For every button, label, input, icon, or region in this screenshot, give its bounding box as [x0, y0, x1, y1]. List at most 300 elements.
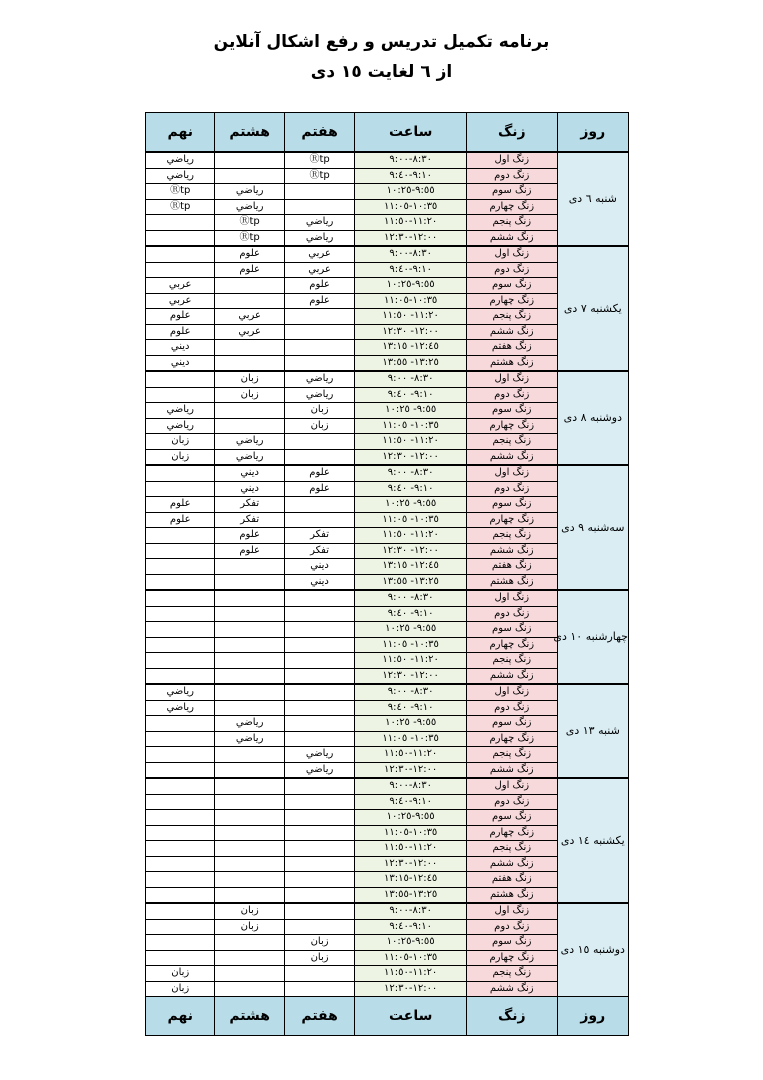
grade9-cell	[146, 825, 215, 841]
time-cell: ٨:٣٠-٩:٠٠	[355, 246, 467, 262]
header-grade9: نهم	[146, 113, 215, 153]
grade9-cell	[146, 606, 215, 622]
page-title: برنامه تکمیل تدریس و رفع اشکال آنلاین	[213, 32, 550, 52]
table-row	[146, 371, 629, 387]
table-row	[146, 528, 629, 544]
grade9-cell	[146, 856, 215, 872]
grade9-cell	[146, 762, 215, 778]
grade7-cell	[284, 887, 354, 903]
grade7-cell	[284, 324, 354, 340]
time-cell: ٩:١٠- ٩:٤٠	[355, 606, 467, 622]
time-cell: ١٣:٢٥- ١٣:٥٥	[355, 355, 467, 371]
schedule-table	[145, 112, 629, 1036]
table-row	[146, 747, 629, 763]
grade9-cell	[146, 935, 215, 951]
grade7-cell	[284, 841, 354, 857]
grade7-cell	[284, 981, 354, 997]
bell-cell: زنگ هفتم	[467, 872, 558, 888]
grade9-cell: رياضي	[146, 700, 215, 716]
bell-cell: زنگ چهارم	[467, 950, 558, 966]
grade8-cell: علوم	[215, 262, 284, 278]
footer-grade9: نهم	[146, 997, 215, 1036]
grade8-cell: رياضي	[215, 449, 284, 465]
bell-cell: زنگ سوم	[467, 935, 558, 951]
time-cell: ٨:٣٠-٩:٠٠	[355, 903, 467, 919]
grade8-cell: ديني	[215, 465, 284, 481]
time-cell: ٩:١٠- ٩:٤٠	[355, 700, 467, 716]
bell-cell: زنگ دوم	[467, 481, 558, 497]
footer-grade7: هفتم	[284, 997, 354, 1036]
time-cell: ٩:١٠- ٩:٤٠	[355, 481, 467, 497]
time-cell: ١٢:٤٥- ١٣:١٥	[355, 340, 467, 356]
bell-cell: زنگ چهارم	[467, 199, 558, 215]
grade7-cell: ديني	[284, 574, 354, 590]
bell-cell: زنگ ششم	[467, 543, 558, 559]
grade9-cell	[146, 794, 215, 810]
table-row	[146, 403, 629, 419]
table-row	[146, 481, 629, 497]
bell-cell: زنگ هشتم	[467, 574, 558, 590]
grade8-cell: عربي	[215, 309, 284, 325]
table-row	[146, 465, 629, 481]
grade7-cell	[284, 778, 354, 794]
grade7-cell: زبان	[284, 418, 354, 434]
table-row	[146, 825, 629, 841]
time-cell: ١١:٢٠- ١١:٥٠	[355, 528, 467, 544]
bell-cell: زنگ چهارم	[467, 293, 558, 309]
table-row	[146, 387, 629, 403]
grade7-cell: تفكر	[284, 528, 354, 544]
table-row	[146, 668, 629, 684]
table-row	[146, 215, 629, 231]
table-row	[146, 887, 629, 903]
grade8-cell: عربي	[215, 324, 284, 340]
grade9-cell	[146, 731, 215, 747]
grade7-cell	[284, 355, 354, 371]
bell-cell: زنگ چهارم	[467, 418, 558, 434]
grade9-cell: زبان	[146, 434, 215, 450]
grade8-cell	[215, 278, 284, 294]
grade8-cell: تفكر	[215, 497, 284, 513]
header-grade8: هشتم	[215, 113, 284, 153]
grade9-cell	[146, 246, 215, 262]
bell-cell: زنگ اول	[467, 465, 558, 481]
grade9-cell: عربي	[146, 293, 215, 309]
footer-grade8: هشتم	[215, 997, 284, 1036]
grade8-cell	[215, 168, 284, 184]
bell-cell: زنگ چهارم	[467, 637, 558, 653]
grade9-cell: Ⓡtp	[146, 184, 215, 200]
grade7-cell: ديني	[284, 559, 354, 575]
grade7-cell	[284, 340, 354, 356]
time-cell: ٩:٥٥- ١٠:٢٥	[355, 622, 467, 638]
grade9-cell: رياضي	[146, 684, 215, 700]
grade8-cell	[215, 778, 284, 794]
grade9-cell	[146, 230, 215, 246]
grade7-cell: زبان	[284, 935, 354, 951]
time-cell: ١٠:٣٥-١١:٠٥	[355, 950, 467, 966]
table-row	[146, 762, 629, 778]
bell-cell: زنگ سوم	[467, 184, 558, 200]
table-row	[146, 841, 629, 857]
time-cell: ١٢:٠٠- ١٢:٣٠	[355, 543, 467, 559]
grade9-cell: رياضي	[146, 418, 215, 434]
grade9-cell: زبان	[146, 449, 215, 465]
table-row	[146, 230, 629, 246]
table-row	[146, 559, 629, 575]
time-cell: ١٢:٠٠-١٢:٣٠	[355, 762, 467, 778]
bell-cell: زنگ هشتم	[467, 887, 558, 903]
grade7-cell	[284, 716, 354, 732]
table-row	[146, 168, 629, 184]
grade8-cell: Ⓡtp	[215, 230, 284, 246]
grade7-cell	[284, 966, 354, 982]
grade8-cell	[215, 887, 284, 903]
table-row	[146, 966, 629, 982]
bell-cell: زنگ پنجم	[467, 841, 558, 857]
table-row	[146, 810, 629, 826]
grade7-cell: رياضي	[284, 215, 354, 231]
time-cell: ١٢:٠٠- ١٢:٣٠	[355, 324, 467, 340]
time-cell: ٩:٥٥- ١٠:٢٥	[355, 403, 467, 419]
bell-cell: زنگ پنجم	[467, 653, 558, 669]
time-cell: ١٢:٠٠-١٢:٣٠	[355, 856, 467, 872]
grade7-cell	[284, 637, 354, 653]
grade8-cell: رياضي	[215, 434, 284, 450]
bell-cell: زنگ ششم	[467, 449, 558, 465]
grade9-cell: عربي	[146, 278, 215, 294]
day-cell: يكشنبه ٧ دی	[557, 246, 628, 371]
table-row	[146, 856, 629, 872]
grade9-cell	[146, 387, 215, 403]
grade7-cell: رياضي	[284, 387, 354, 403]
table-row	[146, 309, 629, 325]
time-cell: ٩:١٠-٩:٤٠	[355, 262, 467, 278]
time-cell: ١١:٢٠- ١١:٥٠	[355, 653, 467, 669]
grade9-cell: رياضي	[146, 168, 215, 184]
grade8-cell: تفكر	[215, 512, 284, 528]
grade9-cell	[146, 668, 215, 684]
grade7-cell: عربي	[284, 246, 354, 262]
grade7-cell	[284, 919, 354, 935]
table-row	[146, 543, 629, 559]
grade7-cell: رياضي	[284, 371, 354, 387]
grade8-cell	[215, 794, 284, 810]
bell-cell: زنگ پنجم	[467, 747, 558, 763]
time-cell: ١١:٢٠-١١:٥٠	[355, 841, 467, 857]
grade8-cell	[215, 950, 284, 966]
time-cell: ١٢:٠٠-١٢:٣٠	[355, 230, 467, 246]
grade7-cell	[284, 810, 354, 826]
table-row	[146, 700, 629, 716]
bell-cell: زنگ سوم	[467, 497, 558, 513]
table-row	[146, 590, 629, 606]
day-cell: دوشنبه ٨ دی	[557, 371, 628, 465]
grade8-cell	[215, 637, 284, 653]
grade8-cell	[215, 810, 284, 826]
grade7-cell	[284, 449, 354, 465]
grade9-cell: علوم	[146, 497, 215, 513]
bell-cell: زنگ چهارم	[467, 731, 558, 747]
grade8-cell	[215, 152, 284, 168]
table-row	[146, 731, 629, 747]
grade9-cell	[146, 716, 215, 732]
grade9-cell	[146, 950, 215, 966]
table-row	[146, 716, 629, 732]
grade7-cell	[284, 856, 354, 872]
table-row	[146, 293, 629, 309]
grade9-cell: علوم	[146, 324, 215, 340]
table-row	[146, 778, 629, 794]
grade9-cell	[146, 903, 215, 919]
grade9-cell	[146, 919, 215, 935]
grade8-cell	[215, 747, 284, 763]
grade9-cell	[146, 481, 215, 497]
grade7-cell	[284, 731, 354, 747]
grade7-cell	[284, 606, 354, 622]
table-row	[146, 199, 629, 215]
grade8-cell	[215, 981, 284, 997]
grade7-cell: زبان	[284, 950, 354, 966]
time-cell: ٨:٣٠-٩:٠٠	[355, 152, 467, 168]
table-row	[146, 794, 629, 810]
time-cell: ٩:١٠- ٩:٤٠	[355, 387, 467, 403]
grade8-cell: زبان	[215, 919, 284, 935]
table-row	[146, 262, 629, 278]
table-row	[146, 418, 629, 434]
bell-cell: زنگ دوم	[467, 700, 558, 716]
bell-cell: زنگ اول	[467, 684, 558, 700]
grade9-cell	[146, 215, 215, 231]
grade9-cell: ديني	[146, 355, 215, 371]
page-subtitle: از ٦ لغایت ١٥ دی	[310, 62, 453, 82]
grade8-cell	[215, 355, 284, 371]
table-row	[146, 246, 629, 262]
grade7-cell: عربي	[284, 262, 354, 278]
grade7-cell	[284, 199, 354, 215]
grade9-cell	[146, 543, 215, 559]
table-row	[146, 684, 629, 700]
time-cell: ١٢:٤٥-١٣:١٥	[355, 872, 467, 888]
time-cell: ١٢:٠٠- ١٢:٣٠	[355, 449, 467, 465]
grade8-cell	[215, 590, 284, 606]
time-cell: ٨:٣٠- ٩:٠٠	[355, 684, 467, 700]
time-cell: ٩:١٠-٩:٤٠	[355, 919, 467, 935]
bell-cell: زنگ پنجم	[467, 434, 558, 450]
grade7-cell	[284, 700, 354, 716]
table-row	[146, 606, 629, 622]
grade7-cell: علوم	[284, 278, 354, 294]
grade8-cell	[215, 653, 284, 669]
table-row	[146, 903, 629, 919]
grade7-cell: Ⓡtp	[284, 168, 354, 184]
header-grade7: هفتم	[284, 113, 354, 153]
table-row	[146, 872, 629, 888]
time-cell: ١١:٢٠- ١١:٥٠	[355, 309, 467, 325]
time-cell: ١٢:٠٠- ١٢:٣٠	[355, 668, 467, 684]
grade8-cell	[215, 668, 284, 684]
table-row	[146, 355, 629, 371]
day-cell: دوشنبه ١٥ دی	[557, 903, 628, 997]
grade8-cell	[215, 684, 284, 700]
grade7-cell: رياضي	[284, 762, 354, 778]
header-time: ساعت	[355, 113, 467, 153]
grade8-cell	[215, 418, 284, 434]
table-row	[146, 950, 629, 966]
bell-cell: زنگ ششم	[467, 762, 558, 778]
grade8-cell	[215, 700, 284, 716]
grade9-cell: رياضي	[146, 152, 215, 168]
day-cell: شنبه ٦ دی	[557, 152, 628, 246]
bell-cell: زنگ دوم	[467, 262, 558, 278]
table-row	[146, 449, 629, 465]
time-cell: ١٣:٢٥-١٣:٥٥	[355, 887, 467, 903]
day-cell: يكشنبه ١٤ دی	[557, 778, 628, 903]
grade7-cell	[284, 184, 354, 200]
header-row	[146, 113, 629, 153]
time-cell: ١٢:٤٥- ١٣:١٥	[355, 559, 467, 575]
grade8-cell: زبان	[215, 371, 284, 387]
bell-cell: زنگ دوم	[467, 919, 558, 935]
grade8-cell: رياضي	[215, 184, 284, 200]
bell-cell: زنگ دوم	[467, 606, 558, 622]
bell-cell: زنگ پنجم	[467, 309, 558, 325]
bell-cell: زنگ ششم	[467, 981, 558, 997]
grade9-cell	[146, 528, 215, 544]
time-cell: ١٠:٣٥- ١١:٠٥	[355, 512, 467, 528]
footer-bell: زنگ	[467, 997, 558, 1036]
bell-cell: زنگ دوم	[467, 794, 558, 810]
grade7-cell: رياضي	[284, 230, 354, 246]
bell-cell: زنگ هفتم	[467, 559, 558, 575]
grade7-cell	[284, 872, 354, 888]
grade7-cell	[284, 825, 354, 841]
grade9-cell	[146, 887, 215, 903]
time-cell: ١٢:٠٠-١٢:٣٠	[355, 981, 467, 997]
header-day: روز	[557, 113, 628, 153]
time-cell: ٨:٣٠-٩:٠٠	[355, 778, 467, 794]
grade7-cell	[284, 622, 354, 638]
grade8-cell: رياضي	[215, 199, 284, 215]
time-cell: ٩:٥٥- ١٠:٢٥	[355, 716, 467, 732]
table-row	[146, 340, 629, 356]
time-cell: ٨:٣٠- ٩:٠٠	[355, 590, 467, 606]
grade7-cell	[284, 653, 354, 669]
bell-cell: زنگ ششم	[467, 230, 558, 246]
bell-cell: زنگ اول	[467, 371, 558, 387]
time-cell: ١٠:٣٥-١١:٠٥	[355, 825, 467, 841]
grade8-cell: علوم	[215, 543, 284, 559]
header-bell: زنگ	[467, 113, 558, 153]
time-cell: ١١:٢٠-١١:٥٠	[355, 966, 467, 982]
bell-cell: زنگ سوم	[467, 622, 558, 638]
grade8-cell: زبان	[215, 387, 284, 403]
grade7-cell	[284, 512, 354, 528]
footer-time: ساعت	[355, 997, 467, 1036]
bell-cell: زنگ هفتم	[467, 340, 558, 356]
grade9-cell: علوم	[146, 512, 215, 528]
table-row	[146, 434, 629, 450]
grade7-cell: Ⓡtp	[284, 152, 354, 168]
bell-cell: زنگ چهارم	[467, 825, 558, 841]
grade8-cell	[215, 606, 284, 622]
grade8-cell	[215, 825, 284, 841]
grade9-cell: Ⓡtp	[146, 199, 215, 215]
time-cell: ٩:٥٥-١٠:٢٥	[355, 278, 467, 294]
table-row	[146, 278, 629, 294]
table-row	[146, 919, 629, 935]
grade9-cell	[146, 810, 215, 826]
time-cell: ١١:٢٠- ١١:٥٠	[355, 434, 467, 450]
grade9-cell	[146, 841, 215, 857]
grade7-cell	[284, 434, 354, 450]
bell-cell: زنگ اول	[467, 778, 558, 794]
grade7-cell	[284, 903, 354, 919]
bell-cell: زنگ ششم	[467, 856, 558, 872]
time-cell: ٩:٥٥- ١٠:٢٥	[355, 497, 467, 513]
grade9-cell	[146, 653, 215, 669]
grade8-cell	[215, 622, 284, 638]
bell-cell: زنگ ششم	[467, 668, 558, 684]
time-cell: ١١:٢٠-١١:٥٠	[355, 215, 467, 231]
day-cell: سه‌شنبه ٩ دی	[557, 465, 628, 590]
time-cell: ١٠:٣٥-١١:٠٥	[355, 293, 467, 309]
grade9-cell: ديني	[146, 340, 215, 356]
grade8-cell	[215, 872, 284, 888]
grade8-cell	[215, 293, 284, 309]
grade7-cell: زبان	[284, 403, 354, 419]
table-row	[146, 935, 629, 951]
bell-cell: زنگ اول	[467, 590, 558, 606]
bell-cell: زنگ اول	[467, 246, 558, 262]
bell-cell: زنگ دوم	[467, 387, 558, 403]
bell-cell: زنگ سوم	[467, 403, 558, 419]
schedule-body	[146, 152, 629, 997]
bell-cell: زنگ پنجم	[467, 966, 558, 982]
grade7-cell	[284, 309, 354, 325]
time-cell: ٩:٥٥-١٠:٢٥	[355, 810, 467, 826]
bell-cell: زنگ چهارم	[467, 512, 558, 528]
table-row	[146, 512, 629, 528]
grade9-cell: رياضي	[146, 403, 215, 419]
grade9-cell	[146, 637, 215, 653]
time-cell: ٨:٣٠- ٩:٠٠	[355, 465, 467, 481]
grade9-cell	[146, 465, 215, 481]
grade8-cell: Ⓡtp	[215, 215, 284, 231]
time-cell: ١٠:٣٥- ١١:٠٥	[355, 731, 467, 747]
grade8-cell: رياضي	[215, 716, 284, 732]
grade9-cell	[146, 371, 215, 387]
grade7-cell	[284, 590, 354, 606]
grade8-cell	[215, 762, 284, 778]
grade9-cell: زبان	[146, 966, 215, 982]
time-cell: ٩:١٠-٩:٤٠	[355, 168, 467, 184]
time-cell: ٩:٥٥-١٠:٢٥	[355, 184, 467, 200]
table-row	[146, 497, 629, 513]
grade9-cell	[146, 872, 215, 888]
grade9-cell	[146, 574, 215, 590]
grade9-cell	[146, 590, 215, 606]
table-row	[146, 981, 629, 997]
grade8-cell	[215, 574, 284, 590]
grade8-cell: رياضي	[215, 731, 284, 747]
grade8-cell: علوم	[215, 528, 284, 544]
table-row	[146, 574, 629, 590]
grade7-cell	[284, 668, 354, 684]
grade8-cell: علوم	[215, 246, 284, 262]
bell-cell: زنگ پنجم	[467, 215, 558, 231]
grade9-cell	[146, 747, 215, 763]
